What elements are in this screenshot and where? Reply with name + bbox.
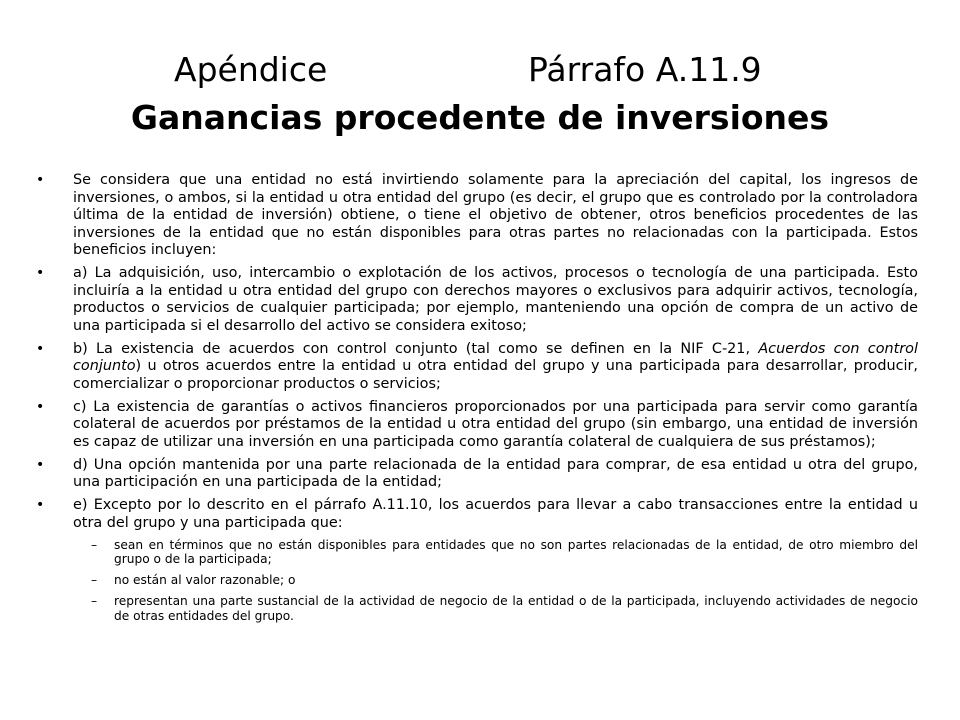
bullet-text: d) Una opción mantenida por una parte relacionada de la entidad para comprar, de esa entidad u otra del grupo, una participación en una participada de la entidad; <box>73 456 918 490</box>
dash-marker: – <box>91 537 98 552</box>
bullet-marker: • <box>36 340 45 357</box>
bullet-item-intro <box>36 172 918 260</box>
bullet-text: a) La adquisición, uso, intercambio o explotación de los activos, procesos o tecnología de una participada. Esto incluiría a la entidad u otra entidad del grupo con derechos mayores o exclusivos para adquirir activos, tecnología, productos o servicios de cualquier participada; por ejemplo, manteniendo una opción de compra de un activo de una participada si el desarrollo del activo se considera exitoso; <box>73 265 918 334</box>
bullet-item-c <box>36 399 918 452</box>
sub-item-text: sean en términos que no están disponibles para entidades que no son partes relacionadas de la entidad, de otro miembro del grupo o de la participada; <box>114 537 918 567</box>
sub-item-text: no están al valor razonable; o <box>114 573 296 588</box>
slide-title <box>60 44 900 140</box>
bullet-marker: • <box>36 497 45 513</box>
bullet-text-before: b) La existencia de acuerdos con control conjunto (tal como se definen en la NIF C-21, <box>73 340 759 357</box>
bullet-marker: • <box>36 398 45 415</box>
bullet-text: c) La existencia de garantías o activos financieros proporcionados por una participada para servir como garantía colateral de acuerdos por préstamos de la entidad u otra entidad del grupo (sin embargo, una entidad de inversión es capaz de utilizar una inversión en una participada como garantía colateral de cualquiera de sus préstamos); <box>73 398 918 450</box>
bullet-text-italic: Acuerdos con control conjunto <box>73 340 918 374</box>
title-appendix: Apéndice <box>174 50 328 89</box>
title-subtitle: Ganancias procedente de inversiones <box>130 98 830 137</box>
bullet-marker: • <box>36 172 45 188</box>
bullet-text: e) Excepto por lo descrito en el párrafo A.11.10, los acuerdos para llevar a cabo transacciones entre la entidad u otra del grupo y una participada que: <box>73 497 918 531</box>
bullet-item-a <box>36 265 918 335</box>
title-heading <box>60 44 900 96</box>
bullet-item-b <box>36 341 918 394</box>
bullet-text: Se considera que una entidad no está invirtiendo solamente para la apreciación del capital, los ingresos de inversiones, o ambos, si la entidad u otra entidad del grupo (es decir, el grupo que es controlado por la controladora última de la entidad de inversión) obtiene, o tiene el objetivo de obtener, otros beneficios procedentes de las inversiones de la entidad que no están disponibles para otras partes no relacionadas con la participada. Estos beneficios incluyen: <box>73 172 918 258</box>
bullet-marker: • <box>36 456 45 473</box>
sub-item <box>36 594 918 624</box>
bullet-item-d <box>36 457 918 492</box>
title-paragraph-ref: Párrafo A.11.9 <box>528 50 762 89</box>
bullet-item-e <box>36 497 918 532</box>
sub-list <box>36 538 918 624</box>
sub-item <box>36 538 918 568</box>
sub-item <box>36 573 918 588</box>
dash-marker: – <box>91 573 98 588</box>
bullet-marker: • <box>36 265 45 281</box>
bullet-text <box>73 341 918 392</box>
bullet-text-after: ) u otros acuerdos entre la entidad u otra entidad del grupo y una participada para desarrollar, producir, comercializar o proporcionar productos o servicios; <box>73 358 918 392</box>
dash-marker: – <box>91 593 98 608</box>
sub-item-text: representan una parte sustancial de la actividad de negocio de la entidad o de la participada, incluyendo actividades de negocio de otras entidades del grupo. <box>114 593 918 623</box>
bullet-list <box>36 172 918 629</box>
